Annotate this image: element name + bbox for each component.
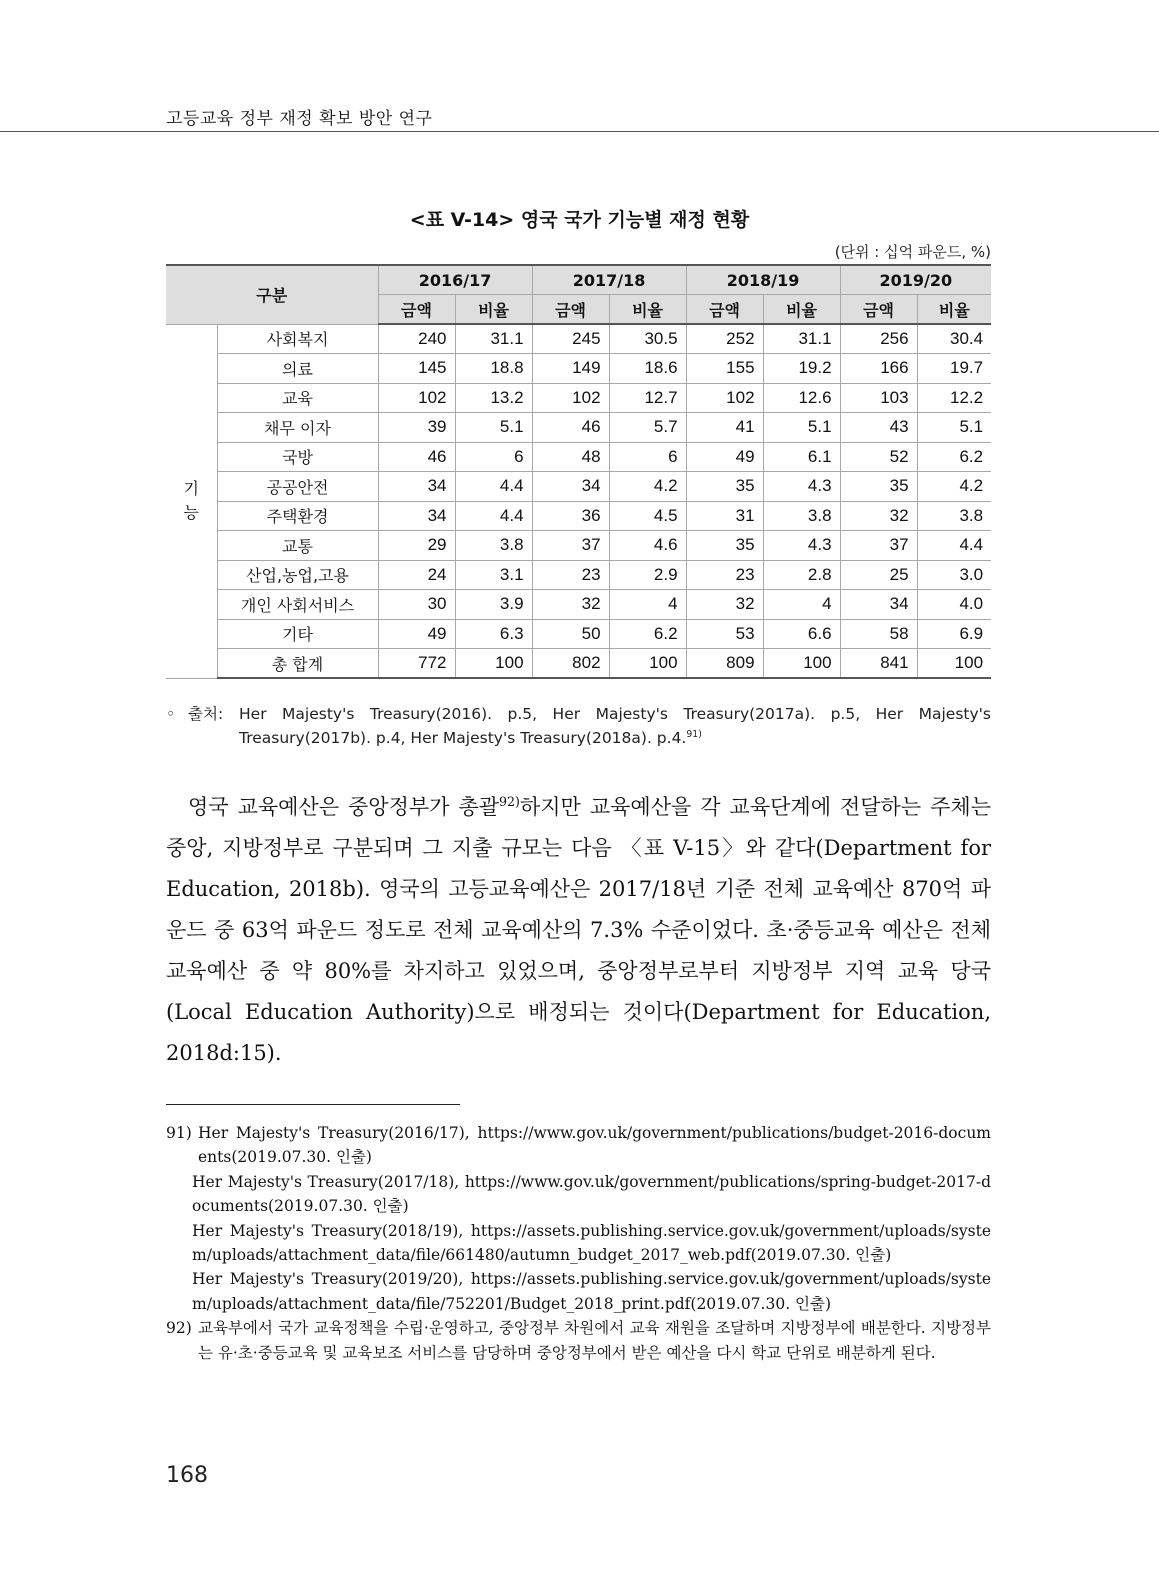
ratio-cell: 6 <box>609 442 686 472</box>
table-unit: (단위 : 십억 파운드, %) <box>834 243 991 261</box>
amount-cell: 103 <box>840 383 917 413</box>
footnote-ref: 92) <box>499 794 520 809</box>
footnotes <box>166 1121 991 1365</box>
year-header: 2017/18 <box>532 265 686 295</box>
amount-cell: 841 <box>840 649 917 679</box>
ratio-cell: 4.3 <box>763 472 840 502</box>
ratio-cell: 5.1 <box>917 413 991 443</box>
ratio-cell: 5.1 <box>763 413 840 443</box>
amount-cell: 102 <box>686 383 763 413</box>
sub-header: 비율 <box>609 295 686 325</box>
sub-header: 금액 <box>840 295 917 325</box>
ratio-cell: 12.6 <box>763 383 840 413</box>
amount-cell: 39 <box>378 413 455 443</box>
table-row <box>166 560 991 590</box>
table-row <box>166 619 991 649</box>
ratio-cell: 6.1 <box>763 442 840 472</box>
amount-cell: 166 <box>840 354 917 384</box>
sub-header: 금액 <box>686 295 763 325</box>
source-label: 출처: <box>188 705 224 723</box>
amount-cell: 36 <box>532 501 609 531</box>
row-category: 국방 <box>217 442 378 472</box>
ratio-cell: 30.5 <box>609 324 686 354</box>
amount-cell: 34 <box>840 590 917 620</box>
amount-cell: 245 <box>532 324 609 354</box>
ratio-cell: 4.5 <box>609 501 686 531</box>
amount-cell: 29 <box>378 531 455 561</box>
ratio-cell: 13.2 <box>455 383 532 413</box>
ratio-cell: 31.1 <box>455 324 532 354</box>
ratio-cell: 2.9 <box>609 560 686 590</box>
row-category: 사회복지 <box>217 324 378 354</box>
table-row <box>166 413 991 443</box>
corner-header: 구분 <box>166 265 378 324</box>
footnote-number: 91) <box>166 1124 192 1142</box>
amount-cell: 30 <box>378 590 455 620</box>
amount-cell: 52 <box>840 442 917 472</box>
footnote-rule <box>166 1104 460 1105</box>
ratio-cell: 19.2 <box>763 354 840 384</box>
amount-cell: 809 <box>686 649 763 679</box>
ratio-cell: 3.0 <box>917 560 991 590</box>
source-text: Her Majesty's Treasury(2016). p.5, Her Majesty's Treasury(2017a). p.5, Her Majesty's Treasury(2017b). p.4, Her Majesty's Treasury(2018a). p.4. <box>239 705 991 747</box>
amount-cell: 149 <box>532 354 609 384</box>
row-category: 채무 이자 <box>217 413 378 443</box>
amount-cell: 25 <box>840 560 917 590</box>
ratio-cell: 6.3 <box>455 619 532 649</box>
running-header: 고등교육 정부 재정 확보 방안 연구 <box>166 109 433 129</box>
amount-cell: 48 <box>532 442 609 472</box>
ratio-cell: 100 <box>609 649 686 679</box>
ratio-cell: 4.2 <box>609 472 686 502</box>
amount-cell: 49 <box>378 619 455 649</box>
group-label-text: 기능 <box>183 479 199 522</box>
row-category: 공공안전 <box>217 472 378 502</box>
fiscal-table <box>166 264 991 679</box>
ratio-cell: 100 <box>455 649 532 679</box>
table-row <box>166 442 991 472</box>
ratio-cell: 3.1 <box>455 560 532 590</box>
source-bullet: ◦ <box>166 705 176 723</box>
table-row <box>166 354 991 384</box>
ratio-cell: 3.9 <box>455 590 532 620</box>
amount-cell: 32 <box>840 501 917 531</box>
amount-cell: 35 <box>686 531 763 561</box>
header-rule <box>0 131 1159 132</box>
amount-cell: 32 <box>686 590 763 620</box>
amount-cell: 145 <box>378 354 455 384</box>
sub-header: 금액 <box>532 295 609 325</box>
ratio-cell: 31.1 <box>763 324 840 354</box>
amount-cell: 32 <box>532 590 609 620</box>
table-row <box>166 590 991 620</box>
row-category: 산업,농업,고용 <box>217 560 378 590</box>
ratio-cell: 4.2 <box>917 472 991 502</box>
sub-header: 비율 <box>917 295 991 325</box>
group-label <box>166 324 217 678</box>
amount-cell: 155 <box>686 354 763 384</box>
ratio-cell: 6.2 <box>609 619 686 649</box>
footnote-line: Her Majesty's Treasury(2018/19), https://assets.publishing.service.gov.uk/government/uploads/system/uploads/attachment_data/file/661480/autumn_budget_2017_web.pdf(2019.07.30. 인출) <box>192 1221 991 1265</box>
ratio-cell: 6 <box>455 442 532 472</box>
amount-cell: 31 <box>686 501 763 531</box>
ratio-cell: 5.7 <box>609 413 686 443</box>
footnote-line: 교육부에서 국가 교육정책을 수립·운영하고, 중앙정부 차원에서 교육 재원을 조달하며 지방정부에 배분한다. 지방정부는 유·초·중등교육 및 교육보조 서비스를 담당하며 중앙정부에서 받은 예산을 다시 학교 단위로 배분하게 된다. <box>198 1319 991 1362</box>
amount-cell: 34 <box>378 472 455 502</box>
table-row <box>166 383 991 413</box>
table-title: <표 V-14> 영국 국가 기능별 재정 현황 <box>409 209 750 231</box>
row-category: 교통 <box>217 531 378 561</box>
ratio-cell: 6.2 <box>917 442 991 472</box>
ratio-cell: 3.8 <box>455 531 532 561</box>
footnote-line: Her Majesty's Treasury(2019/20), https://assets.publishing.service.gov.uk/government/uploads/system/uploads/attachment_data/file/752201/Budget_2018_print.pdf(2019.07.30. 인출) <box>192 1270 991 1313</box>
amount-cell: 58 <box>840 619 917 649</box>
amount-cell: 34 <box>532 472 609 502</box>
ratio-cell: 4.6 <box>609 531 686 561</box>
table-row <box>166 649 991 679</box>
amount-cell: 772 <box>378 649 455 679</box>
year-header: 2019/20 <box>840 265 991 295</box>
footnote-92 <box>166 1316 991 1365</box>
ratio-cell: 4.4 <box>455 472 532 502</box>
amount-cell: 35 <box>840 472 917 502</box>
footnote-number: 92) <box>166 1319 192 1338</box>
amount-cell: 46 <box>378 442 455 472</box>
amount-cell: 49 <box>686 442 763 472</box>
table-source <box>166 702 991 750</box>
ratio-cell: 6.9 <box>917 619 991 649</box>
ratio-cell: 12.2 <box>917 383 991 413</box>
amount-cell: 34 <box>378 501 455 531</box>
amount-cell: 41 <box>686 413 763 443</box>
ratio-cell: 3.8 <box>763 501 840 531</box>
amount-cell: 37 <box>532 531 609 561</box>
amount-cell: 252 <box>686 324 763 354</box>
row-category: 주택환경 <box>217 501 378 531</box>
amount-cell: 23 <box>686 560 763 590</box>
row-category: 의료 <box>217 354 378 384</box>
sub-header: 금액 <box>378 295 455 325</box>
table-row <box>166 324 991 354</box>
footnote-line: Her Majesty's Treasury(2017/18), https://www.gov.uk/government/publications/spring-budget-2017-documents(2019.07.30. 인출) <box>192 1172 991 1216</box>
amount-cell: 240 <box>378 324 455 354</box>
amount-cell: 37 <box>840 531 917 561</box>
row-category: 총 합계 <box>217 649 378 679</box>
amount-cell: 24 <box>378 560 455 590</box>
ratio-cell: 5.1 <box>455 413 532 443</box>
table-row <box>166 531 991 561</box>
ratio-cell: 6.6 <box>763 619 840 649</box>
table-row <box>166 501 991 531</box>
footnote-line: Her Majesty's Treasury(2016/17), https://www.gov.uk/government/publications/budget-2016-documents(2019.07.30. 인출) <box>198 1124 991 1167</box>
ratio-cell: 100 <box>917 649 991 679</box>
year-header: 2016/17 <box>378 265 532 295</box>
footnote-91 <box>166 1121 991 1316</box>
ratio-cell: 4 <box>763 590 840 620</box>
year-header: 2018/19 <box>686 265 840 295</box>
amount-cell: 46 <box>532 413 609 443</box>
ratio-cell: 2.8 <box>763 560 840 590</box>
row-category: 교육 <box>217 383 378 413</box>
amount-cell: 102 <box>378 383 455 413</box>
ratio-cell: 4 <box>609 590 686 620</box>
amount-cell: 53 <box>686 619 763 649</box>
sub-header: 비율 <box>763 295 840 325</box>
ratio-cell: 19.7 <box>917 354 991 384</box>
ratio-cell: 4.4 <box>455 501 532 531</box>
ratio-cell: 30.4 <box>917 324 991 354</box>
sub-header: 비율 <box>455 295 532 325</box>
footnote-ref: 91) <box>686 728 702 740</box>
amount-cell: 35 <box>686 472 763 502</box>
row-category: 개인 사회서비스 <box>217 590 378 620</box>
amount-cell: 102 <box>532 383 609 413</box>
page-number: 168 <box>166 1463 208 1488</box>
ratio-cell: 18.6 <box>609 354 686 384</box>
ratio-cell: 18.8 <box>455 354 532 384</box>
ratio-cell: 100 <box>763 649 840 679</box>
amount-cell: 802 <box>532 649 609 679</box>
ratio-cell: 12.7 <box>609 383 686 413</box>
body-paragraph: 영국 교육예산은 중앙정부가 총괄$^{92)}$하지만 교육예산을 각 교육단계에 전달하는 주체는 중앙, 지방정부로 구분되며 그 지출 규모는 다음 〈표 V-15〉와 같다(Department for Education, 2018b). 영국의 고등교육예산은 2017/18년 기준 전체 교육예산 870억 파운드 중 63억 파운드 정도로 전체 교육예산의 7.3% 수준이었다. 초·중등교육 예산은 전체 교육예산 중 약 80%를 차지하고 있었으며, 중앙정부로부터 지방정부 지역 교육 당국(Local Education Authority)으로 배정되는 것이다(Department for Education, 2018d:15). <box>166 794 991 1065</box>
amount-cell: 43 <box>840 413 917 443</box>
amount-cell: 256 <box>840 324 917 354</box>
table-row <box>166 472 991 502</box>
amount-cell: 23 <box>532 560 609 590</box>
ratio-cell: 3.8 <box>917 501 991 531</box>
amount-cell: 50 <box>532 619 609 649</box>
row-category: 기타 <box>217 619 378 649</box>
ratio-cell: 4.3 <box>763 531 840 561</box>
ratio-cell: 4.4 <box>917 531 991 561</box>
ratio-cell: 4.0 <box>917 590 991 620</box>
